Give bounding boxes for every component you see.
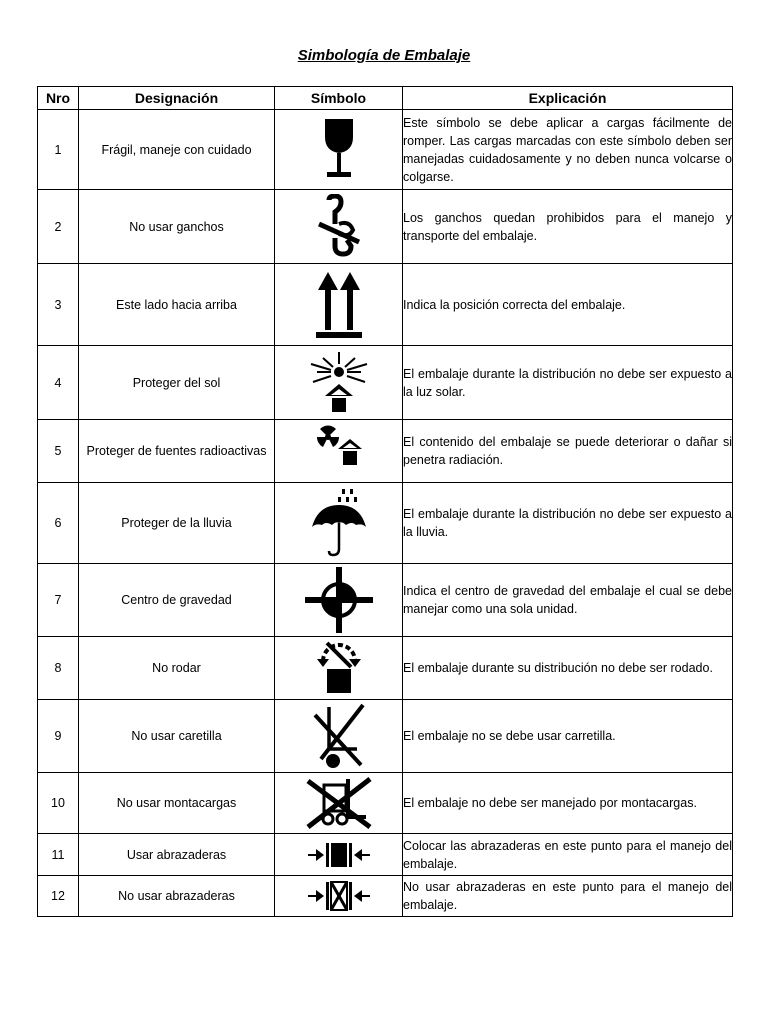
row-explanation: El embalaje durante la distribución no debe ser expuesto a la lluvia. bbox=[403, 483, 733, 564]
table-row bbox=[38, 834, 733, 876]
table-row bbox=[38, 110, 733, 190]
row-number: 6 bbox=[38, 483, 79, 564]
header-simbolo: Símbolo bbox=[275, 87, 403, 110]
row-number: 8 bbox=[38, 637, 79, 700]
table-row bbox=[38, 483, 733, 564]
no-hooks-icon bbox=[315, 194, 363, 260]
row-number: 1 bbox=[38, 110, 79, 190]
row-designation: Frágil, maneje con cuidado bbox=[79, 110, 275, 190]
row-explanation: Este símbolo se debe aplicar a cargas fácilmente de romper. Las cargas marcadas con este símbolo deben ser manejadas cuidadosamente y no deben nunca volcarse o colgarse. bbox=[403, 110, 733, 190]
protect-from-rain-icon bbox=[308, 487, 370, 559]
fragile-glass-icon bbox=[319, 117, 359, 183]
row-number: 9 bbox=[38, 700, 79, 773]
symbol-cell bbox=[275, 637, 403, 700]
table-row bbox=[38, 564, 733, 637]
clamp-here-icon bbox=[306, 840, 372, 870]
no-hand-truck-icon bbox=[311, 701, 367, 771]
row-number: 4 bbox=[38, 346, 79, 420]
symbol-cell bbox=[275, 876, 403, 917]
row-number: 10 bbox=[38, 773, 79, 834]
no-clamp-icon bbox=[306, 879, 372, 913]
row-explanation: No usar abrazaderas en este punto para el manejo del embalaje. bbox=[403, 876, 733, 917]
symbol-cell bbox=[275, 483, 403, 564]
table-row bbox=[38, 637, 733, 700]
protect-from-sun-icon bbox=[307, 350, 371, 416]
row-number: 7 bbox=[38, 564, 79, 637]
do-not-roll-icon bbox=[313, 639, 365, 697]
row-designation: No usar abrazaderas bbox=[79, 876, 275, 917]
row-explanation: Indica el centro de gravedad del embalaje el cual se debe manejar como una sola unidad. bbox=[403, 564, 733, 637]
row-number: 12 bbox=[38, 876, 79, 917]
row-explanation: El embalaje no debe ser manejado por montacargas. bbox=[403, 773, 733, 834]
symbol-cell bbox=[275, 834, 403, 876]
row-designation: Centro de gravedad bbox=[79, 564, 275, 637]
row-explanation: El embalaje no se debe usar carretilla. bbox=[403, 700, 733, 773]
table-row bbox=[38, 420, 733, 483]
row-designation: Proteger de fuentes radioactivas bbox=[79, 420, 275, 483]
symbol-cell bbox=[275, 264, 403, 346]
row-explanation: Indica la posición correcta del embalaje. bbox=[403, 264, 733, 346]
row-designation: No usar ganchos bbox=[79, 190, 275, 264]
table-row bbox=[38, 876, 733, 917]
header-nro: Nro bbox=[38, 87, 79, 110]
protect-from-radiation-icon bbox=[314, 423, 364, 479]
symbol-cell bbox=[275, 564, 403, 637]
symbols-table bbox=[37, 86, 733, 917]
symbol-cell bbox=[275, 190, 403, 264]
symbol-cell bbox=[275, 773, 403, 834]
table-header-row bbox=[38, 87, 733, 110]
row-number: 5 bbox=[38, 420, 79, 483]
row-designation: No rodar bbox=[79, 637, 275, 700]
row-designation: Este lado hacia arriba bbox=[79, 264, 275, 346]
row-explanation: El embalaje durante su distribución no debe ser rodado. bbox=[403, 637, 733, 700]
row-number: 3 bbox=[38, 264, 79, 346]
symbol-cell bbox=[275, 346, 403, 420]
row-designation: Proteger de la lluvia bbox=[79, 483, 275, 564]
row-explanation: Colocar las abrazaderas en este punto para el manejo del embalaje. bbox=[403, 834, 733, 876]
symbol-cell bbox=[275, 420, 403, 483]
center-of-gravity-icon bbox=[303, 565, 375, 635]
symbol-cell bbox=[275, 110, 403, 190]
symbol-cell bbox=[275, 700, 403, 773]
row-explanation: El contenido del embalaje se puede deteriorar o dañar si penetra radiación. bbox=[403, 420, 733, 483]
table-row bbox=[38, 700, 733, 773]
page-title: Simbología de Embalaje bbox=[297, 47, 471, 64]
table-row bbox=[38, 773, 733, 834]
header-explicacion: Explicación bbox=[403, 87, 733, 110]
header-designacion: Designación bbox=[79, 87, 275, 110]
table-row bbox=[38, 190, 733, 264]
row-explanation: El embalaje durante la distribución no debe ser expuesto a la luz solar. bbox=[403, 346, 733, 420]
table-row bbox=[38, 264, 733, 346]
this-way-up-icon bbox=[314, 270, 364, 340]
no-forklift-icon bbox=[302, 775, 376, 831]
row-explanation: Los ganchos quedan prohibidos para el manejo y transporte del embalaje. bbox=[403, 190, 733, 264]
row-designation: Proteger del sol bbox=[79, 346, 275, 420]
row-designation: No usar montacargas bbox=[79, 773, 275, 834]
row-number: 11 bbox=[38, 834, 79, 876]
row-designation: No usar caretilla bbox=[79, 700, 275, 773]
row-number: 2 bbox=[38, 190, 79, 264]
table-row bbox=[38, 346, 733, 420]
row-designation: Usar abrazaderas bbox=[79, 834, 275, 876]
